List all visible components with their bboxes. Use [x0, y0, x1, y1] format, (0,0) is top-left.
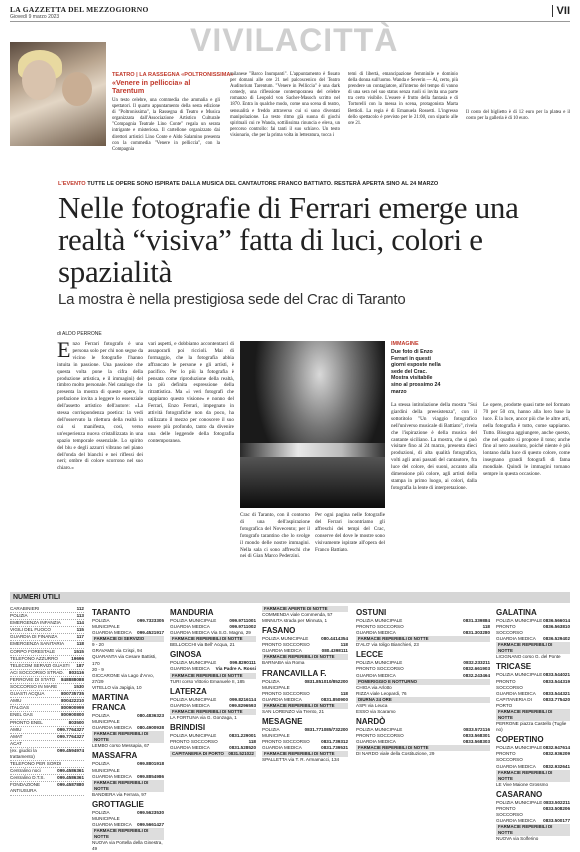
phone-label: POLIZIA MUNICIPALE [170, 696, 217, 702]
article-column: Per ogni pagina nelle fotografie del Ferrari incontriamo gli affreschi dei tempi del Crac, conserve del dove le mostre sono visivamente ispirate all'opera del Franco Battiato. [315, 512, 385, 553]
number-value: 800900800 [61, 712, 84, 718]
section-title: VIVILACITTÀ [190, 22, 399, 58]
pharmacy-entry: GRAVAME via Crispi, 94 [92, 648, 143, 654]
teaser-kicker: TEATRO | LA RASSEGNA «POLTRONISSIMA» [112, 72, 234, 78]
pharmacy-header: FARMACIE REPERIBILI DI NOTTE [170, 709, 256, 715]
city-name: NARDÒ [356, 717, 386, 727]
number-row [10, 734, 84, 741]
phone-number: 099.9711002 [229, 624, 256, 630]
phone-label: GUARDIA MEDICA [496, 817, 536, 823]
pharmacy-header: FARMACIE REPERIBILI DI NOTTE [496, 824, 570, 836]
pharmacy-entry: VITELLO via Japigia, 10 [92, 684, 142, 690]
article-column: Crac di Taranto, con il contorno di una dell'aspirazione fotografica del Novecento; per il fotografo tarantino che lo svolge il mondo delle nostre immagini. Nella sala ci sono affreschi che nei di Gian Marco Pederzini. [240, 512, 310, 560]
phone-number: 099.8296593 [229, 702, 256, 708]
number-value: 099.7764327 [57, 733, 84, 739]
pharmacy-header: FARMACIE REPERIBILI DI NOTTE [170, 636, 256, 642]
number-label: POLIZIA [10, 613, 28, 619]
phone-label: CAPITANERIA DI PORTO [496, 696, 532, 708]
number-value: 099.4586361 [57, 775, 84, 781]
pharmacy-entry: CHIGA via Arlotto [356, 684, 392, 690]
city-name: OSTUNI [356, 608, 387, 617]
number-row [10, 641, 84, 648]
phone-number: 0831.739531 [321, 745, 348, 751]
pharmacy-column [356, 606, 490, 757]
phone-number: 0833.572116 [463, 727, 490, 733]
pharmacy-entry: LE Vive Maione Grossmo [496, 781, 549, 787]
number-row [10, 670, 84, 677]
pharmacy-entry: D'ALO' via Ioligo Bianchieri, 23 [356, 642, 419, 648]
phone-label: GUARDIA MEDICA [356, 739, 396, 745]
phone-row [92, 618, 164, 630]
number-value: 113 [76, 613, 84, 619]
article-column: Enzo Ferrari fotografo è una persona solo per chi non segue da vicino le fotografie l'hanno intuita in passione. Una passione che questa volta pone la cifra della produzione artistica, e il immagini) del timbro molto personale. Nel catalogo che presenta la mostra di queste opere, la prefazione invita a leggere lo essenziale dell'assetto artistico dell'autore: «La stessa corrispondenza poetica: la vedi dell'osservato la rilettura della realtà in cui si manifesta, così, verso un'esperienza nuova cristallizzata in una spazio temporale essenziale. Lo spirito del blu e degli azzurri vibrano nel piano dell'onda del bianchi e nei riflessi dei neri; ombre di colore scorrono nel suo chiaro.» [57, 337, 143, 472]
phone-number: 118 [340, 642, 348, 648]
pharmacy-entry: DI NARDO viale della Costituzione, 29 [356, 751, 435, 757]
phone-number: 080.4414354 [321, 636, 348, 642]
city-name: COPERTINO [496, 735, 544, 745]
phone-row [496, 751, 570, 763]
phone-number: 099.5661427 [137, 821, 164, 827]
phone-number: 0833.568301 [463, 733, 490, 739]
pharmacy-entry: NUOVA via Portella della Ginestra, 49 [92, 840, 163, 852]
pharmacy-header: FARMACIE REPERIBILI DI NOTTE [262, 751, 348, 757]
number-row [10, 627, 84, 634]
number-row [10, 613, 84, 620]
phone-number: 0831.303280 [463, 630, 490, 636]
city-name: GROTTAGLIE [92, 799, 144, 809]
phone-label: PRONTO SOCCORSO [496, 678, 523, 690]
teaser-headline: «Venere in pelliccia» al Tarentum [112, 78, 191, 95]
phone-label: POLIZIA MUNICIPALE [262, 727, 290, 739]
byline: di ALDO PERRONE [57, 331, 102, 337]
number-label: EMERGENZA INFANZIA [10, 620, 61, 626]
phone-number: 099.8854986 [137, 773, 164, 779]
useful-numbers-title: NUMERI UTILI [10, 592, 570, 603]
city-name: LECCE [356, 650, 384, 660]
number-label: TELEFONO AZZURRO [10, 655, 58, 661]
phone-label: POLIZIA MUNICIPALE [496, 618, 543, 623]
phone-number: 0831.851010/852200 [304, 678, 348, 684]
phone-label: POLIZIA MUNICIPALE [356, 660, 403, 666]
phone-row [496, 764, 570, 770]
pharmacy-header: FARMACIE REPERIBILI DI NOTTE [262, 654, 348, 660]
number-label: Centralino noci [10, 768, 41, 774]
number-value: 099.4586361 [57, 768, 84, 774]
phone-label: PRONTO SOCCORSO [356, 624, 404, 630]
pharmacy-entry: SAN LORENZO via Trento, 21 [262, 708, 325, 714]
phone-row [92, 810, 164, 822]
number-label: SOCCORSO IN MARE [10, 684, 58, 690]
number-value: 099.4594974 [57, 747, 84, 753]
pharmacy-header: FARMACIE APERTE DI NOTTE [262, 606, 348, 612]
number-value: 112 [76, 606, 84, 611]
pharmacy-entry: ASPI via Leuca [356, 702, 388, 708]
phone-number: 0836.529402 [543, 636, 570, 642]
article-kicker [58, 181, 438, 187]
number-row [10, 775, 84, 782]
phone-label: GUARDIA MEDICA [170, 624, 210, 630]
phone-label: PRONTO SOCCORSO [170, 739, 218, 745]
number-label: ACAT [10, 740, 22, 746]
phone-number: 118 [248, 739, 256, 745]
city-name: GINOSA [170, 650, 202, 660]
phone-number: 0833.502211 [543, 799, 570, 805]
city-name: TARANTO [92, 608, 131, 617]
phone-number: 0832.661903 [463, 666, 490, 672]
number-row [10, 782, 84, 795]
phone-row [496, 679, 570, 691]
number-label: TELECOM SERVIZI GUASTI [10, 662, 70, 668]
pharmacy-column [262, 606, 348, 764]
kicker-text: TUTTE LE OPERE SONO ISPIRATE DALLA MUSICA DEL CANTAUTORE FRANCO BATTIATO. RESTERÀ APERTA SINO AL 24 MARZO [87, 181, 439, 187]
number-row [10, 748, 84, 761]
pharmacy-header: FARMACIE REPERIBILI DI NOTTE [92, 731, 164, 743]
pharmacy-header: FARMACIE REPERIBILI DI NOTTE [92, 780, 164, 792]
number-label: EMERGENZA SANITARIA [10, 641, 65, 647]
number-label: VIGILI DEL FUOCO [10, 627, 51, 633]
phone-number: 0833.508206 [543, 805, 570, 811]
phone-number: 099.8216114 [229, 696, 256, 702]
phone-label: GUARDIA MEDICA [170, 745, 210, 751]
number-row [10, 634, 84, 641]
number-label: CARABINIERI [10, 606, 40, 611]
city-name: CASARANO [496, 789, 543, 799]
number-value: 848888088 [61, 676, 84, 682]
number-value: 187 [76, 662, 84, 668]
phone-number: 0831.521022 [228, 751, 254, 757]
phone-label: GUARDIA MEDICA [356, 672, 396, 678]
pharmacy-header: DIURNA 24 ORE [356, 697, 490, 703]
phone-label: POLIZIA MUNICIPALE [170, 732, 217, 738]
pharmacy-header: POMERIGGIO E NOTTURNO [356, 679, 490, 685]
phone-row [496, 624, 570, 636]
teaser-column: Un testo celebre, una commedia che ammalia e gli spettatori. Il quarto appuntamento della sesta edizione di "Poltronissima", la Rassegna di Teatro e Musica organizzata dall'Associazione Artistico Culturale "Compagnia Teatrale Lino Conte" regala un serata intrigante e misteriosa. Il cartellone organizzato dai direttori artistici Lino Conte e Aldo Salamino presenta con la commedia "Venere in pelliccia", con la Compagnia [112, 98, 220, 152]
phone-number: 0833.544021 [543, 672, 570, 678]
phone-number: 099.8801918 [137, 761, 164, 767]
number-label: FONDAZIONE ANTIUSURA [10, 782, 41, 794]
number-label: (ex. giudici la trattamento) [10, 747, 37, 759]
city-name: FRANCAVILLA F. [262, 668, 327, 678]
teaser-column: milanese "Barco Inumpanti". L'appuntamento è fissato per domani alle ore 21 nel palcoscenico del Teatro Auditorium Tarentum. "Venere in Pelliccia" è una dark comedy, una riflessione contemporanea del celebre romanzo di Leopold von Sacher-Masoch scritto nel 1870. Entra in qualche modo, come una scena di teatro, sensualità e freddo attraverso cui si sono diventati manipolazione. Lo testo ritmo già suona di giochi spirituali cui re Wanda, sottilissima rinuncia e eleva, un percorso controllo: fai tanti il suo schiavo. Un testo visionario, che per la prima volta in letteratura, tocca i [230, 72, 340, 138]
phone-number: 099.9711001 [229, 618, 256, 623]
pharmacy-entry: TURI corso Vittorio Emanuele II, 185 [170, 678, 245, 684]
number-row [10, 727, 84, 734]
number-label: CORPO FORESTALE [10, 648, 56, 654]
number-value: 800422210 [61, 698, 84, 704]
city-name: GALATINA [496, 608, 537, 617]
phone-label: GUARDIA MEDICA [170, 666, 210, 672]
page-number: VII [552, 5, 570, 17]
phone-label: POLIZIA MUNICIPALE [170, 618, 217, 623]
number-label: AMIU [10, 726, 22, 732]
pharmacy-entry: GUARDIA MEDICA Via S.G. Magno, 29 [170, 630, 251, 636]
number-row [10, 656, 84, 663]
number-row [10, 705, 84, 712]
phone-number: 0831.229001 [229, 732, 256, 738]
phone-number: 080.4900938 [137, 725, 164, 731]
phone-label: PRONTO SOCCORSO [496, 805, 523, 817]
number-label: AMIU [10, 698, 22, 704]
phone-number: 0832.947614 [543, 745, 570, 751]
number-value: 114 [76, 620, 84, 626]
pharmacy-header: FARMACIE REPERIBILI DI NOTTE [496, 770, 570, 782]
phone-label: POLIZIA MUNICIPALE [92, 761, 120, 773]
pharmacy-entry: GICCARONE via Lago d'Arvo, 27/29 [92, 672, 154, 684]
pharmacy-entry: NUOVA via Solferino [496, 836, 539, 842]
phone-label: POLIZIA MUNICIPALE [356, 618, 403, 623]
phone-label: PRONTO SOCCORSO [262, 690, 310, 696]
phone-label: PRONTO SOCCORSO [356, 733, 404, 739]
number-label: PRONTO ENEL [10, 719, 43, 725]
pharmacy-entry: MINNUTA strada per Minnuta, 1 [262, 618, 328, 624]
phone-number: 099.5623530 [137, 809, 164, 815]
phone-number: 0832.932641 [543, 763, 570, 769]
number-value: 117 [76, 634, 84, 640]
phone-label: GUARDIA MEDICA [496, 763, 536, 769]
phone-number: 0831.528520 [229, 745, 256, 751]
phone-number: Via Padre A. Rossi [215, 666, 256, 672]
phone-label: PRONTO SOCCORSO [262, 739, 310, 745]
kicker-tag: L'EVENTO [58, 181, 86, 187]
number-row [10, 712, 84, 719]
phone-label: GUARDIA MEDICA [92, 725, 132, 731]
dropcap: E [57, 337, 71, 362]
city-name: FASANO [262, 626, 296, 636]
phone-row [496, 697, 570, 709]
phone-label: PRONTO SOCCORSO [356, 666, 404, 672]
pharmacy-entry: SPALLETTA via T. R. Armamacci, 134 [262, 757, 340, 763]
number-row [10, 698, 84, 705]
phone-number: 0831.850900 [321, 696, 348, 702]
phone-number: 099.7323305 [137, 618, 164, 623]
number-row [10, 768, 84, 775]
pharmacy-header: FARMACIE REPERIBILI DI NOTTE [496, 709, 570, 721]
pharmacy-entry: 20 - 9 [92, 666, 104, 672]
city-name: MANDURIA [170, 608, 214, 617]
phone-row [92, 713, 164, 725]
phone-number: 099.4521917 [137, 630, 164, 636]
number-value: 803500 [68, 719, 84, 725]
pharmacy-column [92, 606, 164, 852]
pharmacy-header: FARMACIE REPERIBILI DI NOTTE [92, 828, 164, 840]
phone-number: 0833.544319 [543, 678, 570, 684]
pharmacy-entry: BARNABA via Roma [262, 660, 305, 666]
phone-label: GUARDIA MEDICA [262, 696, 302, 702]
city-name: MESAGNE [262, 717, 303, 727]
phone-row [496, 806, 570, 818]
article-column: Le opere, prodotte quasi tutte nel formato 70 per 50 cm, hanno alla loro base la luce. È la luce, ancor più che le altre arti, nella fotografia è tutto, come sappiamo. Tutto. Bisogna aggiungere, anche questo, che nel quadro si propone il tono; anche fino al nero assoluto, poiché niente è più lontano dalla luce di questo colore, come insegnano grandi fotografi di fama mondiale. Quindi le immagini tornano sempre in questa occasione. [483, 402, 570, 478]
pharmacy-entry: 9 - 20 [92, 642, 104, 648]
number-value: 1530 [73, 684, 84, 690]
phone-label: PRONTO SOCCORSO [262, 642, 310, 648]
city-name: BRINDISI [170, 722, 206, 732]
phone-number: 0832.936209 [543, 751, 570, 757]
phone-number: 0831.771085/732200 [304, 727, 348, 733]
phone-number: 099.8290111 [229, 660, 256, 666]
number-row [10, 691, 84, 698]
number-value: 099.7764327 [57, 726, 84, 732]
newspaper-name: LA GAZZETTA DEL MEZZOGIORNO [10, 5, 149, 14]
number-value: 115 [76, 627, 84, 633]
number-value: 800735735 [61, 691, 84, 697]
phone-label: GUARDIA MEDICA [496, 690, 536, 696]
phone-label: POLIZIA MUNICIPALE [92, 713, 120, 725]
pharmacy-entry: BELLOCCHI via Bell' Acqua, 21 [170, 642, 235, 648]
caption-title: IMMAGINE [391, 341, 419, 347]
phone-label: GUARDIA MEDICA [92, 821, 132, 827]
phone-label: GUARDIA MEDICA [356, 630, 396, 636]
pharmacy-entry: LEMBO corso Messapia, 67 [92, 743, 150, 749]
number-label: AMAT [10, 733, 23, 739]
phone-number: 0836.563810 [543, 624, 570, 630]
number-label: GUARDIA DI FINANZA [10, 634, 58, 640]
phone-label: GUARDIA MEDICA [92, 630, 132, 636]
phone-number: 0831.339884 [463, 618, 490, 623]
phone-label: POLIZIA MUNICIPALE [496, 745, 543, 751]
pharmacy-entry: PERRONE piazza Castello (Tuglie no) [496, 721, 567, 733]
phone-number: 118 [482, 624, 490, 630]
phone-label: PRONTO SOCCORSO [496, 751, 523, 763]
phone-label: PRONTO SOCCORSO [496, 624, 523, 636]
phone-number: 0832.233211 [463, 660, 490, 666]
issue-date: Giovedì 9 marzo 2023 [10, 14, 60, 20]
number-row [10, 649, 84, 656]
number-value: 19696 [71, 655, 84, 661]
phone-number: 0833.568303 [463, 739, 490, 745]
article-column: La stessa intitolazione della mostra "Sui giardini della preesistenza", con il sottotitolo "Un viaggio fotografico nell'universo musicale di Battiato", rivela che l'ispirazione è della musica del cantante siciliano. La mostra, che si può visitare fino al 24 marzo, presenta dieci produzioni, di alta qualità fotografica, volti agli anni passati del cantautore, fra luce del colore, dei suoni, accanto alla dimensione più colore, agli artisti della stampa in primo luogo, ai colori, dalla fotografia la lente di interpretazione. [391, 402, 477, 491]
phone-label: POLIZIA MUNICIPALE [356, 727, 403, 733]
pharmacy-entry: COMMENDA viale Commenda, 57 [262, 612, 333, 617]
phone-number: 0833.500177 [543, 817, 570, 823]
pharmacy-header [170, 751, 256, 757]
phone-row [92, 774, 164, 780]
number-value: 118 [76, 641, 84, 647]
phone-label: POLIZIA MUNICIPALE [92, 618, 120, 630]
pharmacy-header: FARMACIE REPERIBILI DI NOTTE [356, 745, 490, 751]
phone-number: 0832.243464 [463, 672, 490, 678]
number-row [10, 684, 84, 691]
photo-caption: Due foto di Enzo Ferrari in questi giorni esposte nella sede del Crac. Mostra visitabile sino al prossimo 24 marzo [391, 349, 441, 395]
phone-number: 080.4398111 [321, 648, 348, 654]
number-row [10, 663, 84, 670]
number-row [10, 741, 84, 748]
phone-number: 0833.775420 [543, 696, 570, 702]
number-row [10, 720, 84, 727]
pharmacy-header: FARMACIE REPERIBILI DI NOTTE [496, 642, 570, 654]
city-name: TRICASE [496, 662, 532, 672]
number-value: 803116 [68, 669, 84, 675]
pharmacy-entry: QUARANTA via Cesare Battisti, 170 [92, 654, 157, 666]
pharmacy-header: FARMACIE REPERIBILI DI NOTTE [262, 703, 348, 709]
phone-label: POLIZIA MUNICIPALE [262, 678, 290, 690]
city-name: MASSAFRA [92, 751, 138, 761]
article-column: vari aspetti, e dobbiamo accontentarci di assaporarli poi riccioli. Mai di formaggio, che la fotografia abbia affrancato le persone e gli artisti, è pacifico. Per lo più la fotografia è pensata come riproduzione della realtà, la più definita espressione della ritrattistica. Ma «i veri fotografi che sappiamo questo visione» e nonno del Ferrari, Enzo Ferrari, impegnato in attività fotografiche non da poco, ha utilizzato il mezzo per conoscere il suo essere più profondo, tanto da divenire una delle leggende della fotografia contemporanea. [148, 341, 234, 444]
number-value: 099.4587880 [57, 782, 84, 788]
teaser-column: Il costo del biglietto è di 12 euro per la platea e il costo per la galleria è di 10 euro. [466, 110, 570, 122]
article-photo [240, 341, 385, 508]
number-value: 1515 [73, 648, 84, 654]
city-name: MARTINA FRANCA [92, 693, 129, 713]
article-subhead: La mostra è nella prestigiosa sede del Crac di Taranto [58, 291, 406, 308]
number-row [10, 761, 84, 768]
phone-label: POLIZIA MUNICIPALE [496, 799, 543, 805]
pharmacy-header: FARMACIE REPERIBILI DI NOTTE [170, 673, 256, 679]
number-label: ACI SOCCORSO STRAD. [10, 669, 64, 675]
pharmacy-column [170, 606, 256, 757]
teaser-column: temi di libertà, emancipazione femminile e dominio della donna sull'uomo. Wanda e Severin — Al, certo, più prendere un contagiatore, all'interno del tempo di vanno di una sera nel suo status senza ruoli si invita una parte tra certo visibile. L'essere è frutto della fantasia e di Tortorelli con la messa in scena, protagonista Marta Bettioli. La regia è di Emanuela Rossetti. L'ingresso dello spettacolo è previsto per le 21:00, con sipario alle ore 21. [348, 72, 458, 126]
pharmacy-entry: BANDIERA via Ferrara, 97 [92, 791, 147, 797]
number-label: FERROVIE DI STATO [10, 676, 56, 682]
phone-label: POLIZIA MUNICIPALE [262, 636, 309, 642]
pharmacy-entry: RIZZA viale Leopardi, 76 [356, 690, 407, 696]
phone-number: 118 [340, 690, 348, 696]
number-label: ENEL GAS [10, 712, 33, 718]
phone-label: POLIZIA MUNICIPALE [496, 672, 543, 678]
number-row [10, 677, 84, 684]
number-label: ITALGAS [10, 705, 30, 711]
pharmacy-entry: LA FORTUNA via G. Gonzaga, 1 [170, 714, 237, 720]
phone-row [92, 761, 164, 773]
number-row [10, 606, 84, 613]
phone-number: 0833.544321 [543, 690, 570, 696]
pharmacy-entry: LICIGNANO corso G. del Ponte [496, 654, 561, 660]
phone-label: GUARDIA MEDICA [262, 648, 302, 654]
pharmacy-header: FARMACIE REPERIBILI DI NOTTE [356, 636, 490, 642]
phone-label: POLIZIA MUNICIPALE [170, 660, 217, 666]
phone-label: GUARDIA MEDICA [496, 636, 536, 642]
number-label: TELEFONO PER SORDI [10, 761, 62, 767]
pharmacy-entry: ESSO via Scaramo [356, 708, 396, 714]
masthead [10, 5, 570, 22]
number-label: GUASTI ACQUA [10, 691, 45, 697]
phone-label: GUARDIA MEDICA [262, 745, 302, 751]
useful-numbers-list [10, 606, 84, 796]
phone-number: 080.4836323 [137, 713, 164, 719]
pharmacy-column [496, 606, 570, 842]
phone-row [262, 679, 348, 691]
pharmacy-header: FARMACIE DI SERVIZIO [92, 636, 164, 642]
number-row [10, 620, 84, 627]
number-label: Centralino D.T.S. [10, 775, 45, 781]
number-value: 800900999 [61, 705, 84, 711]
teaser-photo [10, 42, 106, 146]
phone-number: 0831.739312 [321, 739, 348, 745]
pharmacy-header-label: CAPITANERIA DI PORTO [172, 751, 224, 757]
article-headline: Nelle fotografie di Ferrari emerge una realtà “visiva” fatta di luci, colori e spazialità [58, 190, 519, 289]
phone-label: POLIZIA MUNICIPALE [92, 809, 120, 821]
city-name: LATERZA [170, 686, 207, 696]
phone-label: GUARDIA MEDICA [170, 702, 210, 708]
phone-label: GUARDIA MEDICA [92, 773, 132, 779]
phone-number: 0836.566014 [543, 618, 570, 623]
phone-row [262, 727, 348, 739]
